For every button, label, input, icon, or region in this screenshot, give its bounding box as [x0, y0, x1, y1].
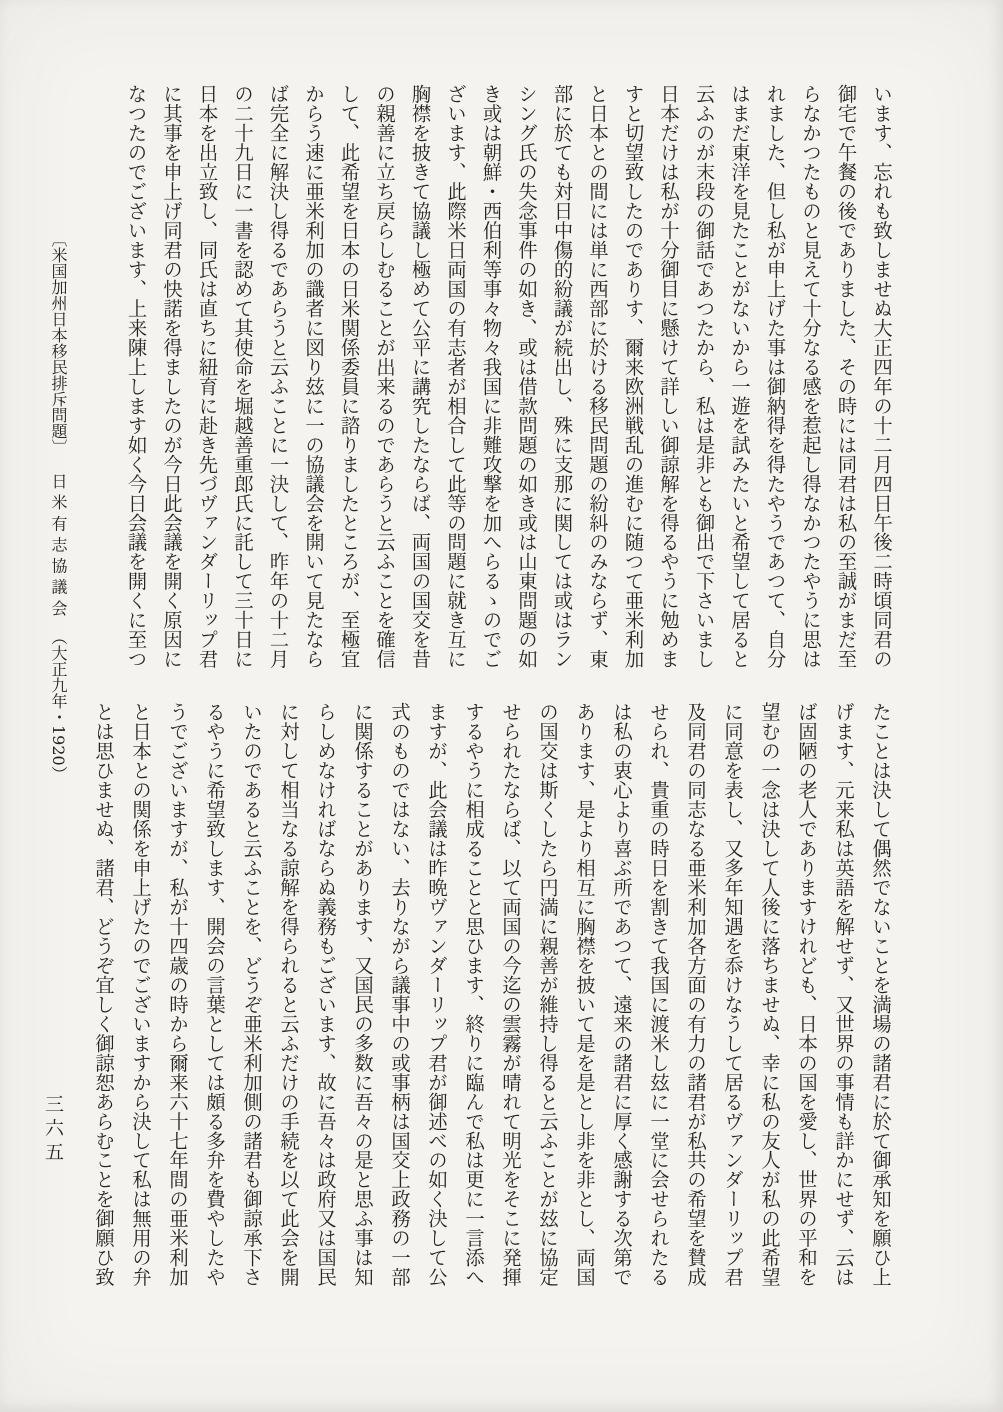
- text-line: 部に於ても対日中傷的紛議が続出し、殊に支那に関しては或はラン: [550, 84, 574, 669]
- text-line: は私の衷心より喜ぶ所であつて、遠来の諸君に厚く感謝する次第で: [610, 702, 633, 1287]
- text-line: 望むの一念は決して人後に落ちませぬ、幸に私の友人が私の此希望: [758, 702, 781, 1287]
- text-line: たことは決して偶然でないことを満場の諸君に於て御承知を願ひ上: [869, 702, 892, 1287]
- text-line: と日本との関係を申上げたのでございますから決して私は無用の弁: [129, 702, 152, 1287]
- text-line: 日本を出立致し、同氏は直ちに紐育に赴き先づヴァンダーリップ君: [195, 84, 219, 669]
- text-line: き或は朝鮮・西伯利等事々物々我国に非難攻撃を加へらるゝのでご: [479, 84, 503, 669]
- text-line: なつたのでございます、上来陳上します如く今日会議を開くに至つ: [124, 84, 148, 669]
- text-line: に同意を表し、又多年知遇を忝けなうして居るヴァンダーリップ君: [721, 702, 744, 1287]
- running-title: [43, 231, 73, 782]
- text-line: 日本だけは私が十分御目に懸けて詳しい御諒解を得るやうに勉めま: [657, 84, 680, 669]
- text-line: 及同君の同志なる亜米利加各方面の有力の諸君が私共の希望を賛成: [684, 702, 707, 1287]
- text-line: とは思ひませぬ、諸君、どうぞ宜しく御諒恕あらむことを御願ひ致: [92, 702, 115, 1287]
- text-line: らしめなければならぬ義務もございます、故に吾々は政府又は国民: [314, 702, 337, 1287]
- text-line: はまだ東洋を見たことがないから一遊を試みたいと希望して居ると: [728, 84, 751, 669]
- text-line: して、此希望を日本の日米関係委員に諮りましたところが、至極宜: [337, 84, 361, 669]
- text-line: に其事を申上げ同君の快諾を得ましたのが今日此会議を開く原因に: [160, 84, 183, 669]
- text-line: と日本との間には単に西部に於ける移民問題の紛糾のみならず、東: [586, 84, 609, 669]
- text-line: からう速に亜米利加の識者に図り玆に一の協議会を開いて見たなら: [302, 84, 325, 669]
- text-line: げます、元来私は英語を解せず、又世界の事情も詳かにせず、云は: [832, 702, 855, 1287]
- top-text-block: [118, 84, 899, 689]
- text-line: の親善に立ち戻らしむることが出来るのであらうと云ふことを確信: [373, 84, 396, 669]
- text-line: するやうに相成ることと思ひます、終りに臨んで私は更に一言添へ: [462, 702, 485, 1287]
- text-line: います、忘れも致しませぬ大正四年の十二月四日午後二時頃同君の: [870, 84, 893, 669]
- text-line: に関係することがあります、又国民の多数に吾々の是と思ふ事は知: [351, 702, 374, 1287]
- text-line: 式のものではない、去りながら議事中の或事柄は国交上政務の一部: [388, 702, 411, 1287]
- page-number: 三六五: [42, 1094, 64, 1166]
- text-line: 胸襟を披きて協議し極めて公平に講究したならば、両国の国交を昔: [408, 84, 432, 669]
- text-line: 云ふのが末段の御話であつたから、私は是非とも御出で下さいまし: [692, 84, 716, 669]
- text-line: ざいます、此際米日両国の有志者が相合して此等の問題に就き互に: [444, 84, 467, 669]
- text-line: ば完全に解決し得るであらうと云ふことに一決して、昨年の十二月: [266, 84, 290, 669]
- text-line: に対して相当なる諒解を得られると云ふだけの手続を以て此会を開: [277, 702, 300, 1287]
- text-line: すと切望致したのでありす、爾来欧洲戦乱の進むに随つて亜米利加: [621, 84, 645, 669]
- running-title-topic: 〔米国加州日本移民排斥問題〕: [49, 231, 68, 455]
- text-line: いたのであると云ふことを、どうぞ亜米利加側の諸君も御諒承下さ: [240, 702, 263, 1287]
- bottom-text-block: [85, 702, 899, 1320]
- text-line: せられたならば、以て両国の今迄の雲霧が晴れて明光をそこに発揮: [499, 702, 522, 1287]
- running-title-organization: 日米有志協議会: [49, 472, 68, 621]
- text-line: ますが、此会議は昨晩ヴァンダーリップ君が御述べの如く決して公: [425, 702, 448, 1287]
- text-line: 御宅で午餐の後でありました、その時には同君は私の至誠がまだ至: [834, 84, 858, 669]
- text-line: れました、但し私が申上げた事は御納得を得たやうであつて、自分: [763, 84, 787, 669]
- text-line: るやうに希望致します、開会の言葉としては頗る多弁を費やしたや: [203, 702, 226, 1287]
- text-line: あります、是より相互に胸襟を披いて是を是とし非を非とし、両国: [573, 702, 596, 1287]
- text-line: ば固陋の老人でありますけれども、日本の国を愛し、世界の平和を: [795, 702, 818, 1287]
- text-line: らなかつたものと見えて十分なる感を惹起し得なかつたやうに思は: [799, 84, 822, 669]
- text-line: せられ、貴重の時日を割きて我国に渡米し玆に一堂に会せられたる: [647, 702, 670, 1287]
- text-line: の二十九日に一書を認めて其使命を堀越善重郎氏に託して三十日に: [231, 84, 254, 669]
- text-line: うでございますが、私が十四歳の時から爾来六十七年間の亜米利加: [166, 702, 189, 1287]
- running-title-year: （大正九年・1920）: [49, 629, 68, 782]
- text-line: シング氏の失念事件の如き、或は借款問題の如き或は山東問題の如: [515, 84, 538, 669]
- text-line: の国交は斯くしたら円満に親善が維持し得ると云ふことが玆に協定: [536, 702, 559, 1287]
